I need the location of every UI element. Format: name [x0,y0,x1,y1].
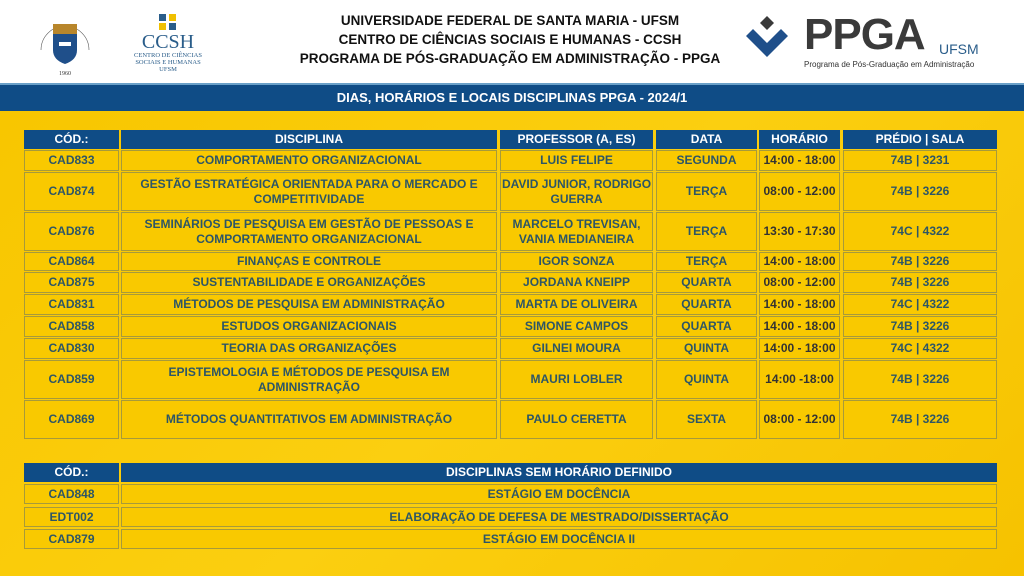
cell-professor: DAVID JUNIOR, RODRIGO GUERRA [500,172,653,211]
cell-professor: MARTA DE OLIVEIRA [500,294,653,315]
ccsh-logo-line: UFSM [159,66,177,73]
ppga-logo-subtitle: Programa de Pós-Graduação em Administração [804,60,975,69]
cell-room: 74B | 3226 [843,172,997,211]
cell-discipline: TEORIA DAS ORGANIZAÇÕES [121,338,497,359]
cell-code: CAD864 [24,252,119,271]
cell-room: 74B | 3226 [843,272,997,293]
cell-time: 14:00 - 18:00 [759,316,840,337]
cell-professor: PAULO CERETTA [500,400,653,439]
cell-room: 74C | 4322 [843,338,997,359]
cell-time: 08:00 - 12:00 [759,400,840,439]
program-name: PROGRAMA DE PÓS-GRADUAÇÃO EM ADMINISTRAÇÃO - PPGA [299,51,721,66]
cell-professor: GILNEI MOURA [500,338,653,359]
cell-room: 74B | 3226 [843,400,997,439]
ccsh-symbol-icon [157,12,179,32]
cell-room: 74B | 3226 [843,316,997,337]
cell-time: 13:30 - 17:30 [759,212,840,251]
cell-professor: LUIS FELIPE [500,150,653,171]
cell-room: 74C | 4322 [843,212,997,251]
cell-room: 74C | 4322 [843,294,997,315]
ccsh-logo [128,12,208,73]
cell-code: CAD830 [24,338,119,359]
header-titles [270,11,750,68]
ccsh-logo-line: SOCIAIS E HUMANAS [135,59,201,66]
ccsh-logo-text: CCSH [141,31,195,53]
svg-text:1960: 1960 [59,71,71,77]
cell-time: 14:00 - 18:00 [759,252,840,271]
cell-day: TERÇA [656,172,757,211]
cell-discipline: ESTÁGIO EM DOCÊNCIA II [121,529,997,549]
cell-code: CAD848 [24,484,119,504]
header-day: DATA [656,130,757,149]
cell-room: 74B | 3231 [843,150,997,171]
cell-time: 14:00 -18:00 [759,360,840,399]
cell-time: 08:00 - 12:00 [759,272,840,293]
cell-discipline: MÉTODOS DE PESQUISA EM ADMINISTRAÇÃO [121,294,497,315]
cell-code: CAD831 [24,294,119,315]
cell-code: CAD833 [24,150,119,171]
university-name: UNIVERSIDADE FEDERAL DE SANTA MARIA - UFSM [340,13,680,28]
cell-time: 08:00 - 12:00 [759,172,840,211]
center-name: CENTRO DE CIÊNCIAS SOCIAIS E HUMANAS - CCSH [338,32,682,47]
cell-professor: JORDANA KNEIPP [500,272,653,293]
cell-code: CAD876 [24,212,119,251]
header-time: HORÁRIO [759,130,840,149]
cell-day: QUARTA [656,294,757,315]
ppga-logo-ufsm: UFSM [939,41,979,57]
cell-discipline: GESTÃO ESTRATÉGICA ORIENTADA PARA O MERCADO E COMPETITIVIDADE [121,172,497,211]
cell-discipline: ESTÁGIO EM DOCÊNCIA [121,484,997,504]
page-header [0,0,1024,83]
header-code: CÓD.: [24,130,119,149]
cell-professor: MAURI LOBLER [500,360,653,399]
cell-code: CAD858 [24,316,119,337]
cell-code: CAD879 [24,529,119,549]
cell-discipline: COMPORTAMENTO ORGANIZACIONAL [121,150,497,171]
ppga-diamond-icon [742,14,792,64]
cell-discipline: ESTUDOS ORGANIZACIONAIS [121,316,497,337]
cell-time: 14:00 - 18:00 [759,150,840,171]
header-discipline: DISCIPLINAS SEM HORÁRIO DEFINIDO [121,463,997,482]
cell-day: QUARTA [656,272,757,293]
cell-discipline: MÉTODOS QUANTITATIVOS EM ADMINISTRAÇÃO [121,400,497,439]
cell-room: 74B | 3226 [843,252,997,271]
cell-room: 74B | 3226 [843,360,997,399]
cell-day: SEGUNDA [656,150,757,171]
header-discipline: DISCIPLINA [121,130,497,149]
cell-time: 14:00 - 18:00 [759,294,840,315]
ccsh-logo-line: CENTRO DE CIÊNCIAS [134,52,202,59]
cell-code: CAD859 [24,360,119,399]
cell-professor: SIMONE CAMPOS [500,316,653,337]
cell-day: TERÇA [656,212,757,251]
cell-code: CAD875 [24,272,119,293]
cell-day: QUARTA [656,316,757,337]
banner-title: DIAS, HORÁRIOS E LOCAIS DISCIPLINAS PPGA - 2024/1 [0,83,1024,111]
cell-code: CAD869 [24,400,119,439]
cell-discipline: ELABORAÇÃO DE DEFESA DE MESTRADO/DISSERTAÇÃO [121,507,997,527]
cell-discipline: EPISTEMOLOGIA E MÉTODOS DE PESQUISA EM ADMINISTRAÇÃO [121,360,497,399]
cell-day: SEXTA [656,400,757,439]
header-code: CÓD.: [24,463,119,482]
cell-code: CAD874 [24,172,119,211]
ufsm-seal-logo [35,10,95,78]
ppga-logo [742,8,1012,78]
cell-day: QUINTA [656,338,757,359]
cell-professor: IGOR SONZA [500,252,653,271]
ppga-logo-word: PPGA [804,10,925,59]
header-professor: PROFESSOR (A, ES) [500,130,653,149]
cell-code: EDT002 [24,507,119,527]
cell-professor: MARCELO TREVISAN, VANIA MEDIANEIRA [500,212,653,251]
cell-discipline: FINANÇAS E CONTROLE [121,252,497,271]
cell-time: 14:00 - 18:00 [759,338,840,359]
cell-day: TERÇA [656,252,757,271]
header-room: PRÉDIO | SALA [843,130,997,149]
cell-discipline: SEMINÁRIOS DE PESQUISA EM GESTÃO DE PESSOAS E COMPORTAMENTO ORGANIZACIONAL [121,212,497,251]
cell-day: QUINTA [656,360,757,399]
cell-discipline: SUSTENTABILIDADE E ORGANIZAÇÕES [121,272,497,293]
